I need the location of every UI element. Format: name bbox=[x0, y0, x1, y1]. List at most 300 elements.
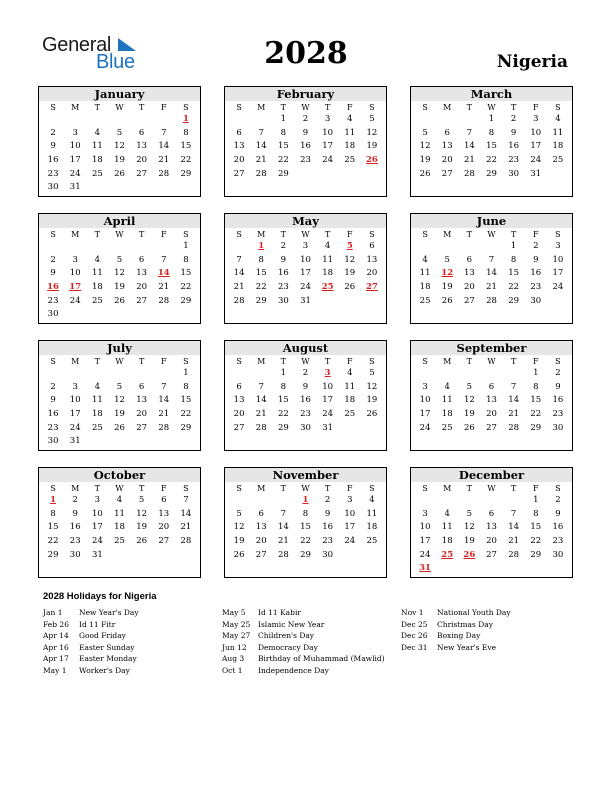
day-cell: 7 bbox=[488, 254, 495, 265]
day-cell: 1 bbox=[183, 241, 189, 251]
day-cell bbox=[480, 494, 502, 508]
day-cell: 6 bbox=[488, 381, 495, 392]
month-february bbox=[224, 86, 387, 197]
weekday-label: T bbox=[510, 357, 517, 366]
week-row bbox=[411, 240, 572, 254]
week-row bbox=[411, 113, 572, 127]
weekday-label: S bbox=[422, 103, 428, 112]
weekday-label: F bbox=[346, 103, 353, 112]
day-cell: 6 bbox=[138, 381, 145, 392]
week-row bbox=[39, 154, 200, 168]
day-cell: 16 bbox=[47, 409, 59, 420]
day-cell: 13 bbox=[441, 141, 453, 152]
day-cell bbox=[228, 113, 250, 127]
day-cell: 1 bbox=[533, 368, 539, 378]
week-row bbox=[411, 281, 572, 295]
week-row bbox=[225, 113, 386, 127]
month-title: March bbox=[411, 87, 572, 101]
day-cell: 23 bbox=[47, 168, 59, 179]
day-cell: 25 bbox=[441, 422, 453, 433]
day-cell: 14 bbox=[508, 395, 520, 406]
day-cell bbox=[361, 549, 383, 563]
day-cell bbox=[131, 549, 153, 563]
day-cell: 24 bbox=[300, 282, 311, 293]
day-cell: 12 bbox=[136, 508, 148, 519]
day-cell: 9 bbox=[533, 254, 539, 265]
day-cell bbox=[86, 240, 108, 254]
day-cell: 26 bbox=[463, 549, 476, 560]
day-cell: 3 bbox=[94, 495, 101, 505]
weekday-label: W bbox=[487, 230, 496, 239]
weekday-label: S bbox=[50, 103, 56, 112]
week-row bbox=[225, 508, 386, 522]
week-row bbox=[411, 549, 572, 563]
day-cell: 7 bbox=[258, 127, 264, 138]
day-cell: 16 bbox=[508, 141, 520, 152]
day-cell: 30 bbox=[47, 436, 59, 447]
day-cell: 15 bbox=[530, 522, 542, 533]
holiday-name: Worker's Day bbox=[79, 665, 130, 675]
week-row bbox=[225, 168, 386, 182]
day-cell: 6 bbox=[236, 127, 242, 138]
weekday-label: T bbox=[324, 103, 331, 112]
day-cell: 29 bbox=[486, 168, 497, 179]
week-row bbox=[39, 254, 200, 268]
day-cell: 18 bbox=[344, 141, 356, 152]
day-cell: 15 bbox=[300, 522, 311, 533]
day-cell bbox=[108, 435, 130, 449]
day-cell bbox=[436, 367, 458, 381]
weekday-label: T bbox=[510, 230, 517, 239]
day-cell: 28 bbox=[463, 168, 475, 179]
day-cell: 29 bbox=[277, 168, 289, 179]
logo-triangle-icon bbox=[116, 36, 138, 52]
weekday-label: S bbox=[236, 230, 242, 239]
holiday-item bbox=[401, 630, 511, 642]
day-cell: 26 bbox=[365, 155, 378, 166]
day-cell bbox=[436, 494, 458, 508]
day-cell: 14 bbox=[508, 522, 520, 533]
day-cell: 27 bbox=[136, 422, 148, 433]
day-cell bbox=[547, 562, 569, 576]
day-cell: 12 bbox=[463, 395, 475, 406]
day-cell: 31 bbox=[69, 182, 81, 193]
day-cell: 20 bbox=[463, 282, 475, 293]
day-cell: 10 bbox=[91, 508, 103, 519]
day-cell: 20 bbox=[255, 536, 267, 547]
day-cell: 15 bbox=[277, 395, 289, 406]
weekday-label: M bbox=[257, 357, 266, 366]
week-row bbox=[225, 154, 386, 168]
day-cell bbox=[361, 295, 383, 309]
week-row bbox=[225, 494, 386, 508]
day-cell bbox=[480, 367, 502, 381]
day-cell: 25 bbox=[91, 295, 103, 306]
day-cell: 18 bbox=[91, 155, 103, 166]
day-cell: 23 bbox=[552, 409, 564, 420]
weekday-label: S bbox=[236, 484, 242, 493]
day-cell: 3 bbox=[302, 241, 309, 251]
weekday-header bbox=[39, 355, 200, 367]
day-cell: 24 bbox=[419, 549, 431, 560]
day-cell: 17 bbox=[552, 268, 564, 279]
week-row bbox=[411, 535, 572, 549]
day-cell: 12 bbox=[114, 268, 125, 279]
day-cell: 12 bbox=[366, 381, 378, 392]
weekday-label: W bbox=[487, 484, 496, 493]
day-cell: 23 bbox=[69, 536, 81, 547]
day-cell: 5 bbox=[116, 127, 123, 138]
weekday-label: T bbox=[466, 103, 473, 112]
day-cell: 18 bbox=[114, 522, 125, 533]
day-cell: 3 bbox=[324, 368, 331, 378]
day-cell: 19 bbox=[114, 282, 125, 293]
weekday-label: W bbox=[301, 103, 310, 112]
day-cell: 13 bbox=[233, 395, 245, 406]
day-cell bbox=[131, 113, 153, 127]
weekday-label: S bbox=[422, 230, 428, 239]
day-cell bbox=[250, 494, 272, 508]
day-cell bbox=[361, 422, 383, 436]
weekday-label: T bbox=[280, 357, 287, 366]
day-cell: 27 bbox=[441, 168, 453, 179]
day-cell: 26 bbox=[114, 422, 125, 433]
day-cell: 8 bbox=[302, 508, 309, 519]
day-cell: 22 bbox=[180, 409, 192, 420]
day-cell: 26 bbox=[136, 536, 148, 547]
day-cell bbox=[175, 181, 197, 195]
week-row bbox=[39, 181, 200, 195]
day-cell: 10 bbox=[344, 508, 356, 519]
holiday-item bbox=[43, 607, 139, 619]
day-cell bbox=[458, 113, 480, 127]
holiday-date: Aug 3 bbox=[222, 654, 245, 663]
day-cell: 14 bbox=[158, 141, 170, 152]
day-cell: 12 bbox=[344, 254, 356, 265]
day-cell: 8 bbox=[183, 254, 189, 265]
day-cell: 6 bbox=[488, 508, 495, 519]
day-cell: 9 bbox=[50, 268, 56, 279]
weekday-label: S bbox=[369, 103, 375, 112]
weekday-label: W bbox=[301, 484, 310, 493]
week-row bbox=[39, 508, 200, 522]
holiday-item bbox=[43, 665, 139, 677]
day-cell: 1 bbox=[183, 368, 189, 378]
weekday-label: T bbox=[280, 484, 287, 493]
week-row bbox=[411, 168, 572, 182]
day-cell: 29 bbox=[508, 295, 520, 306]
day-cell: 23 bbox=[300, 155, 311, 166]
day-cell: 19 bbox=[366, 395, 378, 406]
day-cell bbox=[153, 181, 175, 195]
day-cell bbox=[317, 168, 339, 182]
day-cell bbox=[525, 562, 547, 576]
day-cell bbox=[503, 494, 525, 508]
weekday-label: M bbox=[443, 357, 452, 366]
day-cell bbox=[317, 295, 339, 309]
day-cell: 4 bbox=[324, 241, 331, 251]
day-cell: 1 bbox=[258, 241, 265, 251]
day-cell: 11 bbox=[91, 141, 103, 152]
day-cell: 12 bbox=[463, 522, 475, 533]
holiday-name: Good Friday bbox=[79, 631, 126, 640]
day-cell bbox=[153, 549, 175, 563]
day-cell: 3 bbox=[72, 381, 78, 392]
month-title: October bbox=[39, 468, 200, 482]
week-row bbox=[39, 535, 200, 549]
week-row bbox=[39, 435, 200, 449]
day-cell: 13 bbox=[158, 508, 170, 519]
day-cell: 5 bbox=[346, 241, 353, 251]
day-cell: 20 bbox=[233, 155, 245, 166]
day-cell: 18 bbox=[441, 536, 453, 547]
weekday-label: S bbox=[50, 230, 56, 239]
week-row bbox=[225, 394, 386, 408]
day-cell: 21 bbox=[180, 522, 192, 533]
weekday-header bbox=[225, 228, 386, 240]
day-cell bbox=[42, 113, 64, 127]
day-cell: 9 bbox=[510, 127, 517, 138]
day-cell: 11 bbox=[322, 254, 334, 265]
day-cell: 2 bbox=[555, 495, 561, 505]
day-cell bbox=[339, 295, 361, 309]
day-cell: 13 bbox=[233, 141, 245, 152]
day-cell: 31 bbox=[419, 563, 431, 574]
day-cell: 22 bbox=[508, 282, 520, 293]
holiday-item bbox=[43, 653, 139, 665]
day-cell: 30 bbox=[322, 549, 334, 560]
day-cell bbox=[228, 494, 250, 508]
week-row bbox=[225, 295, 386, 309]
weekday-label: T bbox=[94, 484, 101, 493]
holiday-date: Apr 17 bbox=[43, 654, 69, 663]
day-cell bbox=[64, 240, 86, 254]
month-may bbox=[224, 213, 387, 324]
day-cell: 7 bbox=[466, 127, 473, 138]
weekday-header bbox=[411, 355, 572, 367]
day-cell: 19 bbox=[463, 409, 475, 420]
day-cell: 30 bbox=[47, 309, 59, 320]
weekday-label: S bbox=[236, 357, 242, 366]
day-cell: 5 bbox=[369, 368, 375, 378]
day-cell bbox=[339, 549, 361, 563]
month-june bbox=[410, 213, 573, 324]
holiday-item bbox=[401, 642, 511, 654]
day-cell: 29 bbox=[180, 295, 192, 306]
day-cell: 2 bbox=[72, 495, 78, 505]
holiday-name: Children's Day bbox=[258, 631, 315, 640]
day-cell: 31 bbox=[300, 295, 311, 306]
day-cell: 10 bbox=[322, 127, 334, 138]
weekday-label: W bbox=[301, 230, 310, 239]
day-cell bbox=[108, 181, 130, 195]
day-cell: 17 bbox=[530, 141, 542, 152]
day-cell: 27 bbox=[486, 422, 497, 433]
day-cell: 13 bbox=[486, 395, 497, 406]
day-cell: 7 bbox=[236, 254, 242, 265]
day-cell: 27 bbox=[136, 295, 148, 306]
day-cell: 5 bbox=[116, 381, 123, 392]
weekday-label: F bbox=[532, 230, 539, 239]
weekday-label: F bbox=[532, 103, 539, 112]
week-row bbox=[39, 367, 200, 381]
week-row bbox=[225, 127, 386, 141]
weekday-label: S bbox=[50, 357, 56, 366]
day-cell: 24 bbox=[552, 282, 564, 293]
day-cell: 26 bbox=[233, 549, 245, 560]
weekday-label: F bbox=[160, 230, 167, 239]
month-title: September bbox=[411, 341, 572, 355]
day-cell: 18 bbox=[344, 395, 356, 406]
day-cell: 30 bbox=[47, 182, 59, 193]
day-cell: 25 bbox=[344, 409, 356, 420]
day-cell: 18 bbox=[366, 522, 378, 533]
day-cell: 15 bbox=[277, 141, 289, 152]
day-cell: 16 bbox=[552, 522, 564, 533]
day-cell bbox=[436, 113, 458, 127]
holidays-title: 2028 Holidays for Nigeria bbox=[43, 591, 157, 602]
day-cell bbox=[86, 367, 108, 381]
holiday-item bbox=[222, 642, 385, 654]
day-cell: 14 bbox=[158, 395, 170, 406]
day-cell: 6 bbox=[444, 127, 450, 138]
day-cell: 4 bbox=[94, 381, 101, 392]
weekday-header bbox=[411, 482, 572, 494]
day-cell: 10 bbox=[69, 395, 81, 406]
day-cell bbox=[153, 367, 175, 381]
day-cell: 18 bbox=[419, 282, 431, 293]
day-cell: 15 bbox=[47, 522, 59, 533]
day-cell bbox=[153, 240, 175, 254]
day-cell: 4 bbox=[94, 254, 101, 265]
holiday-item bbox=[43, 630, 139, 642]
month-september bbox=[410, 340, 573, 451]
week-row bbox=[225, 281, 386, 295]
day-cell: 21 bbox=[233, 282, 245, 293]
day-cell: 5 bbox=[466, 381, 473, 392]
day-cell: 15 bbox=[530, 395, 542, 406]
day-cell: 22 bbox=[277, 155, 289, 166]
day-cell: 11 bbox=[344, 127, 356, 138]
day-cell: 15 bbox=[180, 395, 192, 406]
week-row bbox=[225, 381, 386, 395]
weekday-label: T bbox=[510, 103, 517, 112]
day-cell bbox=[153, 308, 175, 322]
day-cell: 16 bbox=[552, 395, 564, 406]
week-row bbox=[39, 168, 200, 182]
day-cell: 1 bbox=[280, 368, 287, 378]
day-cell: 6 bbox=[258, 508, 264, 519]
weekday-label: T bbox=[280, 103, 287, 112]
week-row bbox=[39, 267, 200, 281]
day-cell: 22 bbox=[180, 282, 192, 293]
day-cell bbox=[458, 367, 480, 381]
day-cell: 17 bbox=[69, 155, 81, 166]
day-cell: 20 bbox=[441, 155, 453, 166]
day-cell bbox=[339, 168, 361, 182]
day-cell: 21 bbox=[463, 155, 475, 166]
weekday-header bbox=[39, 101, 200, 113]
day-cell: 22 bbox=[180, 155, 192, 166]
holiday-date: Oct 1 bbox=[222, 665, 243, 675]
day-cell: 15 bbox=[180, 141, 192, 152]
weekday-label: T bbox=[94, 230, 101, 239]
holiday-column bbox=[401, 607, 511, 653]
month-title: December bbox=[411, 468, 572, 482]
day-cell bbox=[458, 240, 480, 254]
day-cell: 6 bbox=[369, 241, 375, 251]
month-title: June bbox=[411, 214, 572, 228]
day-cell: 8 bbox=[510, 254, 517, 265]
weekday-label: F bbox=[160, 103, 167, 112]
day-cell bbox=[42, 240, 64, 254]
weekday-label: W bbox=[115, 230, 124, 239]
holiday-date: May 1 bbox=[43, 665, 67, 675]
day-cell: 25 bbox=[91, 422, 103, 433]
day-cell: 23 bbox=[300, 409, 311, 420]
day-cell: 4 bbox=[444, 381, 450, 392]
weekday-label: S bbox=[555, 230, 561, 239]
day-cell: 2 bbox=[510, 114, 517, 124]
day-cell: 13 bbox=[486, 522, 497, 533]
week-row bbox=[411, 508, 572, 522]
day-cell bbox=[294, 168, 316, 182]
weekday-label: F bbox=[532, 484, 539, 493]
day-cell: 26 bbox=[114, 295, 125, 306]
week-row bbox=[225, 408, 386, 422]
weekday-label: M bbox=[71, 230, 80, 239]
day-cell: 28 bbox=[255, 422, 267, 433]
day-cell: 24 bbox=[322, 409, 334, 420]
day-cell: 4 bbox=[444, 508, 450, 519]
day-cell: 28 bbox=[255, 168, 267, 179]
day-cell: 10 bbox=[419, 395, 431, 406]
country-title: Nigeria bbox=[496, 52, 568, 72]
day-cell: 6 bbox=[466, 254, 473, 265]
day-cell: 31 bbox=[530, 168, 542, 179]
day-cell: 22 bbox=[530, 409, 542, 420]
day-cell: 27 bbox=[486, 549, 497, 560]
day-cell: 21 bbox=[158, 409, 170, 420]
day-cell: 9 bbox=[280, 254, 287, 265]
day-cell: 11 bbox=[419, 268, 431, 279]
day-cell: 13 bbox=[136, 395, 148, 406]
week-row bbox=[411, 521, 572, 535]
day-cell: 5 bbox=[369, 114, 375, 124]
day-cell: 29 bbox=[47, 549, 59, 560]
day-cell: 19 bbox=[463, 536, 475, 547]
day-cell: 21 bbox=[508, 536, 520, 547]
day-cell: 14 bbox=[255, 141, 267, 152]
day-cell bbox=[480, 562, 502, 576]
day-cell: 12 bbox=[441, 268, 454, 279]
day-cell bbox=[547, 295, 569, 309]
day-cell: 6 bbox=[138, 127, 145, 138]
day-cell: 17 bbox=[91, 522, 103, 533]
day-cell bbox=[458, 494, 480, 508]
day-cell: 7 bbox=[258, 381, 264, 392]
day-cell: 3 bbox=[533, 114, 539, 124]
holiday-date: May 5 bbox=[222, 608, 246, 617]
holiday-name: Birthday of Muhammad (Mawlid) bbox=[258, 654, 385, 663]
day-cell: 8 bbox=[488, 127, 495, 138]
weekday-label: W bbox=[487, 357, 496, 366]
day-cell: 28 bbox=[277, 549, 289, 560]
weekday-label: S bbox=[422, 484, 428, 493]
holiday-name: Easter Monday bbox=[79, 654, 137, 663]
day-cell bbox=[131, 367, 153, 381]
weekday-label: M bbox=[443, 230, 452, 239]
